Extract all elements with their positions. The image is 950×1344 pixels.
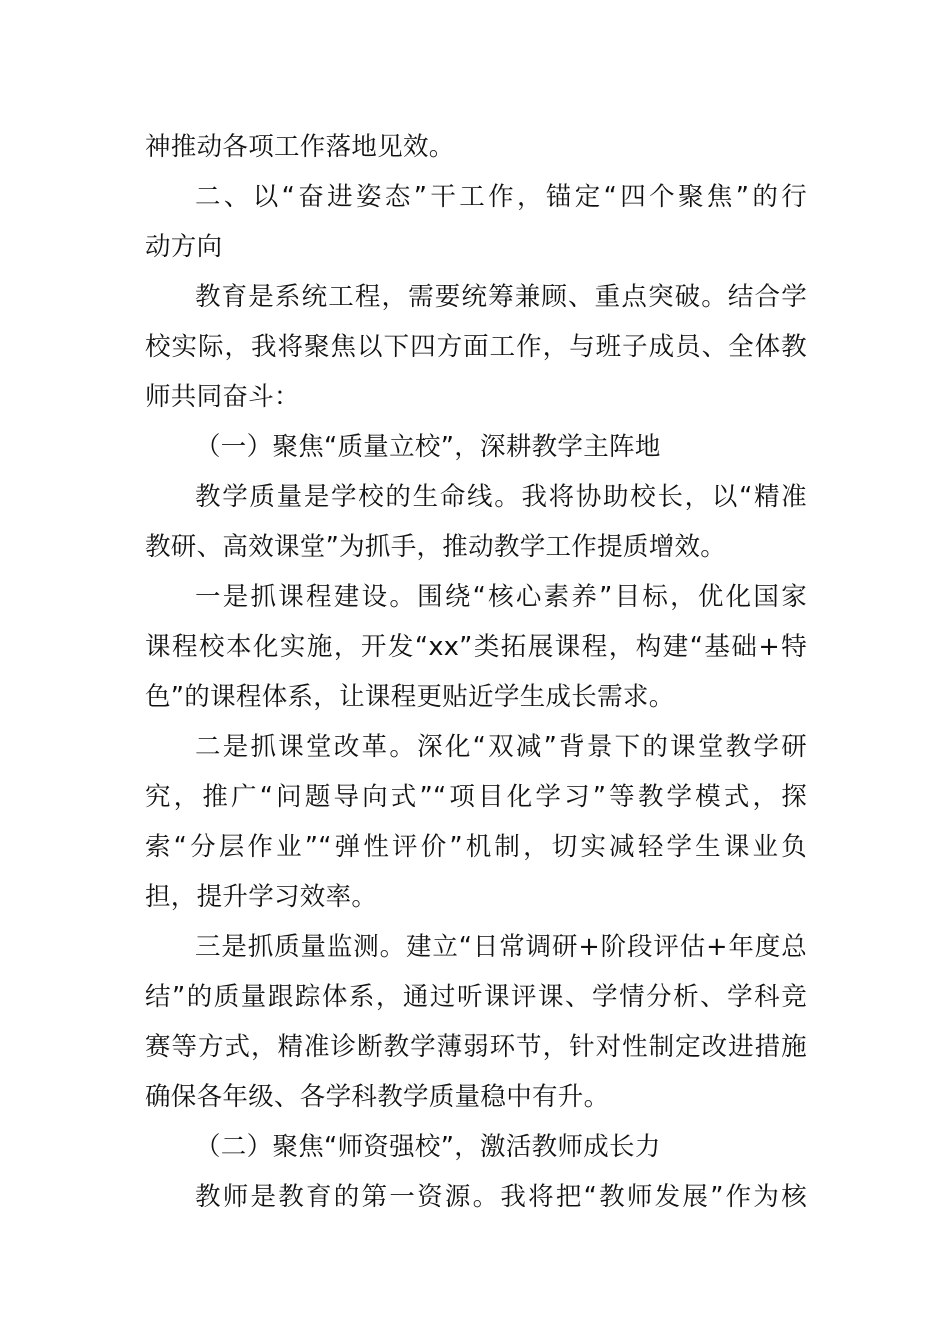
paragraph-line: 教育是系统工程，需要统筹兼顾、重点突破。结合学: [195, 282, 807, 312]
subsection-heading: （一）聚焦“质量立校”，深耕教学主阵地: [195, 432, 661, 462]
paragraph-line: 校实际，我将聚焦以下四方面工作，与班子成员、全体教: [145, 332, 807, 362]
text-line: 神推动各项工作落地见效。: [145, 132, 455, 162]
paragraph-line: 师共同奋斗：: [145, 382, 300, 412]
paragraph-line: 担，提升学习效率。: [145, 882, 378, 912]
subsection-heading: （二）聚焦“师资强校”，激活教师成长力: [195, 1132, 661, 1162]
paragraph-line: 赛等方式，精准诊断教学薄弱环节，针对性制定改进措施: [145, 1032, 807, 1062]
paragraph-line: 二是抓课堂改革。深化“双减”背景下的课堂教学研: [195, 732, 807, 762]
section-heading: 二、以“奋进姿态”干工作，锚定“四个聚焦”的行: [195, 182, 807, 212]
paragraph-line: 教学质量是学校的生命线。我将协助校长，以“精准: [195, 482, 807, 512]
paragraph-line: 一是抓课程建设。围绕“核心素养”目标，优化国家: [195, 582, 807, 612]
paragraph-line: 结”的质量跟踪体系，通过听课评课、学情分析、学科竞: [145, 982, 807, 1012]
paragraph-line: 课程校本化实施，开发“xx”类拓展课程，构建“基础+特: [145, 632, 807, 662]
paragraph-line: 确保各年级、各学科教学质量稳中有升。: [145, 1082, 610, 1112]
paragraph-line: 教研、高效课堂”为抓手，推动教学工作提质增效。: [145, 532, 727, 562]
section-heading-continuation: 动方向: [145, 232, 223, 262]
paragraph-line: 色”的课程体系，让课程更贴近学生成长需求。: [145, 682, 675, 712]
paragraph-line: 教师是教育的第一资源。我将把“教师发展”作为核: [195, 1182, 807, 1212]
paragraph-line: 索“分层作业”“弹性评价”机制，切实减轻学生课业负: [145, 832, 807, 862]
paragraph-line: 究，推广“问题导向式”“项目化学习”等教学模式，探: [145, 782, 807, 812]
document-page: [145, 122, 807, 1222]
paragraph-line: 三是抓质量监测。建立“日常调研+阶段评估+年度总: [195, 932, 807, 962]
